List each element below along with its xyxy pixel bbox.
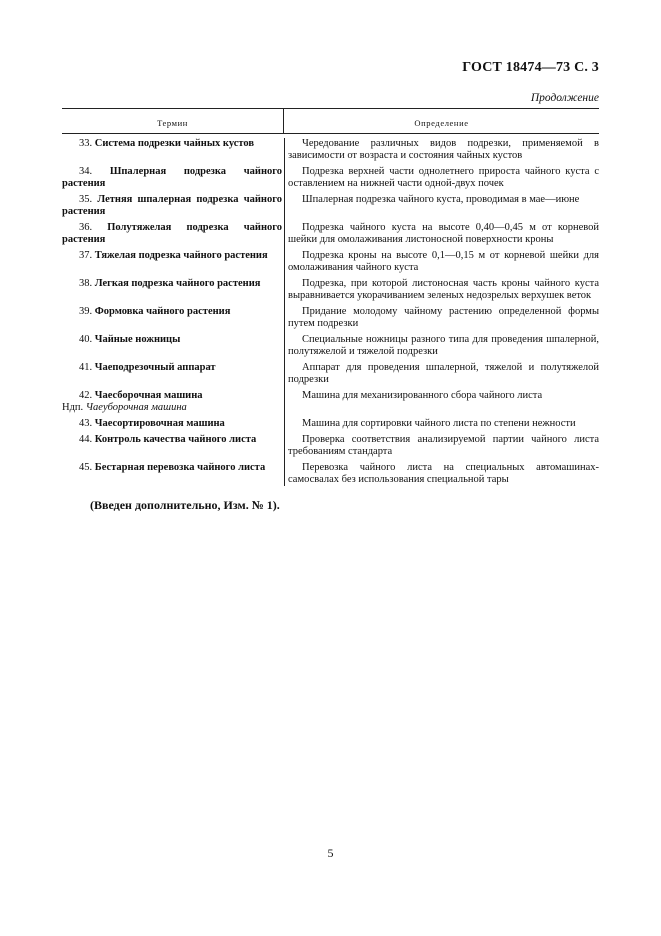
definition-text: Машина для механизированного сбора чайного листа <box>302 390 543 401</box>
table-row <box>62 306 599 330</box>
definition-text: Аппарат для проведения шпалерной, тяжелой и полутяжелой подрезки <box>288 362 599 385</box>
synonym-label: Ндп. <box>62 402 84 413</box>
table-row <box>62 362 599 386</box>
term-number: 37. <box>79 250 93 261</box>
definition-text: Перевозка чайного листа на специальных автомашинах-самосвалах без использования специальной тары <box>288 462 599 485</box>
definition-cell <box>284 462 599 486</box>
definition-cell <box>284 390 599 414</box>
definition-cell <box>284 278 599 302</box>
continuation-label: Продолжение <box>530 92 599 104</box>
term-number: 38. <box>79 278 93 289</box>
definition-text: Машина для сортировки чайного листа по степени нежности <box>302 418 576 429</box>
table-row <box>62 250 599 274</box>
term-cell <box>62 390 284 414</box>
definition-cell <box>284 362 599 386</box>
term-text: Летняя шпалерная подрезка чайного растения <box>62 194 282 217</box>
term-cell <box>62 278 284 302</box>
table-header-row <box>62 109 599 134</box>
term-number: 36. <box>79 222 93 233</box>
definition-text: Подрезка кроны на высоте 0,1—0,15 м от корневой шейки для омолаживания чайного куста <box>288 250 599 273</box>
table-row <box>62 462 599 486</box>
term-cell <box>62 138 284 162</box>
definition-cell <box>284 418 599 430</box>
term-cell <box>62 222 284 246</box>
term-number: 40. <box>79 334 93 345</box>
definition-cell <box>284 334 599 358</box>
table-row <box>62 138 599 162</box>
term-text: Легкая подрезка чайного растения <box>94 278 261 289</box>
term-cell <box>62 306 284 330</box>
definition-text: Проверка соответствия анализируемой партии чайного листа требованиям стандарта <box>288 434 599 457</box>
term-cell <box>62 250 284 274</box>
term-text: Система подрезки чайных кустов <box>94 138 255 149</box>
term-cell <box>62 362 284 386</box>
term-number: 42. <box>79 390 93 401</box>
term-text: Чаеподрезочный аппарат <box>94 362 216 373</box>
term-cell <box>62 418 284 430</box>
table-row <box>62 334 599 358</box>
term-number: 43. <box>79 418 93 429</box>
definition-cell <box>284 166 599 190</box>
term-text: Чайные ножницы <box>94 334 181 345</box>
definition-text: Придание молодому чайному растению определенной формы путем подрезки <box>288 306 599 329</box>
amendment-note: (Введен дополнительно, Изм. № 1). <box>90 498 280 512</box>
definition-cell <box>284 138 599 162</box>
definition-text: Подрезка, при которой листоносная часть кроны чайного куста выравнивается укорачиванием зеленых недозрелых верхушек веток <box>288 278 599 301</box>
term-number: 34. <box>79 166 93 177</box>
term-text: Формовка чайного растения <box>94 306 231 317</box>
page-number: 5 <box>327 846 334 860</box>
table-row <box>62 390 599 414</box>
definition-text: Подрезка верхней части однолетнего прироста чайного куста с оставлением на нижней части одной-двух почек <box>288 166 599 189</box>
synonym-text: Чаеуборочная машина <box>85 402 187 413</box>
terms-table <box>62 108 599 490</box>
table-row <box>62 166 599 190</box>
term-number: 33. <box>79 138 93 149</box>
definition-cell <box>284 222 599 246</box>
definition-text: Подрезка чайного куста на высоте 0,40—0,45 м от корневой шейки для омолаживания листоносной поверхности кроны <box>288 222 599 245</box>
term-text: Шпалерная подрезка чайного растения <box>62 166 283 189</box>
term-text: Бестарная перевозка чайного листа <box>94 462 266 473</box>
definition-text: Шпалерная подрезка чайного куста, проводимая в мае—июне <box>302 194 580 205</box>
definition-cell <box>284 306 599 330</box>
table-row <box>62 222 599 246</box>
term-text: Полутяжелая подрезка чайного растения <box>62 222 283 245</box>
term-synonym <box>62 402 282 414</box>
term-text: Тяжелая подрезка чайного растения <box>94 250 268 261</box>
definition-text: Специальные ножницы разного типа для проведения шпалерной, полутяжелой и тяжелой подрезки <box>288 334 599 357</box>
table-body <box>62 138 599 486</box>
definition-cell <box>284 250 599 274</box>
definition-cell <box>284 194 599 218</box>
term-cell <box>62 194 284 218</box>
column-header-term: Термин <box>62 109 284 133</box>
term-number: 35. <box>79 194 93 205</box>
term-cell <box>62 334 284 358</box>
column-header-definition: Определение <box>414 118 469 128</box>
term-number: 45. <box>79 462 93 473</box>
term-cell <box>62 434 284 458</box>
term-number: 39. <box>79 306 93 317</box>
term-text: Контроль качества чайного листа <box>94 434 257 445</box>
term-text: Чаесортировочная машина <box>94 418 225 429</box>
term-cell <box>62 462 284 486</box>
table-row <box>62 278 599 302</box>
term-cell <box>62 166 284 190</box>
definition-text: Чередование различных видов подрезки, применяемой в зависимости от возраста и состояния чайных кустов <box>288 138 599 161</box>
definition-cell <box>284 434 599 458</box>
term-text: Чаесборочная машина <box>94 390 203 401</box>
table-row <box>62 434 599 458</box>
term-number: 41. <box>79 362 93 373</box>
table-row <box>62 418 599 430</box>
document-reference: ГОСТ 18474—73 С. 3 <box>462 60 599 75</box>
table-row <box>62 194 599 218</box>
term-number: 44. <box>79 434 93 445</box>
